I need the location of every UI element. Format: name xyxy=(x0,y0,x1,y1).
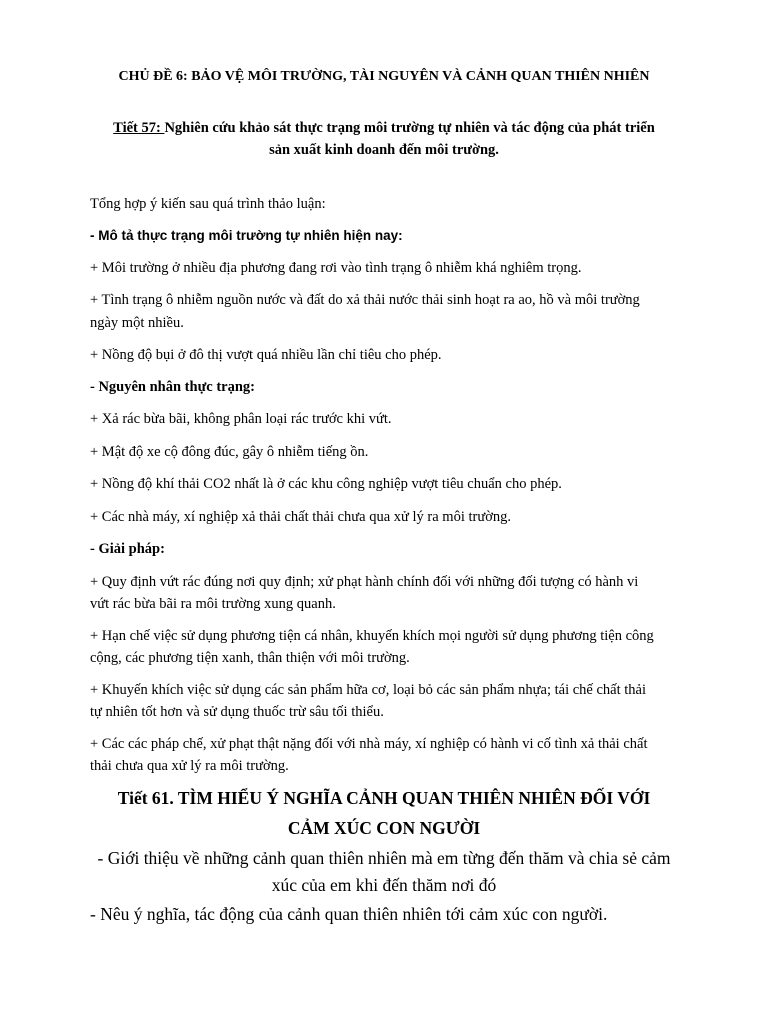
lesson61-title-line1: Tiết 61. TÌM HIỂU Ý NGHĨA CẢNH QUAN THIÊN NHIÊN ĐỐI VỚI xyxy=(117,788,651,808)
intro-text: Tổng hợp ý kiến sau quá trình thảo luận: xyxy=(90,196,326,212)
list-item-continuation: tự nhiên tốt hơn và sử dụng thuốc trừ sâu tối thiểu. xyxy=(90,704,384,720)
list-item: + Các các pháp chế, xử phạt thật nặng đối với nhà máy, xí nghiệp có hành vi cố tình xả thải chất xyxy=(90,736,648,752)
lesson61-title-line2: CẢM XÚC CON NGƯỜI xyxy=(287,818,481,838)
lesson61-task1-line1: - Giới thiệu về những cảnh quan thiên nhiên mà em từng đến thăm và chia sẻ cảm xyxy=(97,848,671,868)
list-item: + Nồng độ khí thải CO2 nhất là ở các khu công nghiệp vượt tiêu chuẩn cho phép. xyxy=(90,476,562,492)
list-item-continuation: vứt rác bừa bãi ra môi trường xung quanh. xyxy=(90,596,336,612)
section-heading-causes: - Nguyên nhân thực trạng: xyxy=(90,379,255,395)
lesson57-title-line2: sản xuất kinh doanh đến môi trường. xyxy=(269,142,499,158)
list-item: + Hạn chế việc sử dụng phương tiện cá nhân, khuyến khích mọi người sử dụng phương tiện công xyxy=(90,628,654,644)
list-item-continuation: ngày một nhiều. xyxy=(90,315,184,331)
list-item: + Quy định vứt rác đúng nơi quy định; xử phạt hành chính đối với những đối tượng có hành vi xyxy=(90,574,639,590)
lesson61-task2: - Nêu ý nghĩa, tác động của cảnh quan thiên nhiên tới cảm xúc con người. xyxy=(90,904,608,924)
list-item: + Xả rác bừa bãi, không phân loại rác trước khi vứt. xyxy=(90,411,392,427)
list-item: + Các nhà máy, xí nghiệp xả thải chất thải chưa qua xử lý ra môi trường. xyxy=(90,509,512,525)
section-heading-current-state: - Mô tả thực trạng môi trường tự nhiên hiện nay: xyxy=(90,228,403,243)
list-item: + Nồng độ bụi ở đô thị vượt quá nhiều lần chỉ tiêu cho phép. xyxy=(90,347,442,363)
list-item: + Mật độ xe cộ đông đúc, gây ô nhiễm tiếng ồn. xyxy=(90,444,369,460)
lesson57-title-line1: Nghiên cứu khảo sát thực trạng môi trường tự nhiên và tác động của phát triển xyxy=(164,120,655,136)
list-item: + Khuyến khích việc sử dụng các sản phẩm hữa cơ, loại bỏ các sản phẩm nhựa; tái chế chất thải xyxy=(90,682,646,698)
lesson57-title xyxy=(40,117,728,139)
list-item-continuation: thải chưa qua xử lý ra môi trường. xyxy=(90,758,289,774)
section-heading-solutions: - Giải pháp: xyxy=(90,541,165,557)
list-item: + Môi trường ở nhiều địa phương đang rơi vào tình trạng ô nhiễm khá nghiêm trọng. xyxy=(90,260,582,276)
lesson57-label: Tiết 57: xyxy=(113,120,165,136)
list-item: + Tình trạng ô nhiễm nguồn nước và đất do xả thải nước thải sinh hoạt ra ao, hồ và môi trường xyxy=(90,292,640,308)
lesson61-task1-line2: xúc của em khi đến thăm nơi đó xyxy=(271,875,497,895)
topic-title: CHỦ ĐỀ 6: BẢO VỆ MÔI TRƯỜNG, TÀI NGUYÊN VÀ CẢNH QUAN THIÊN NHIÊN xyxy=(118,69,650,84)
list-item-continuation: cộng, các phương tiện xanh, thân thiện với môi trường. xyxy=(90,650,410,666)
